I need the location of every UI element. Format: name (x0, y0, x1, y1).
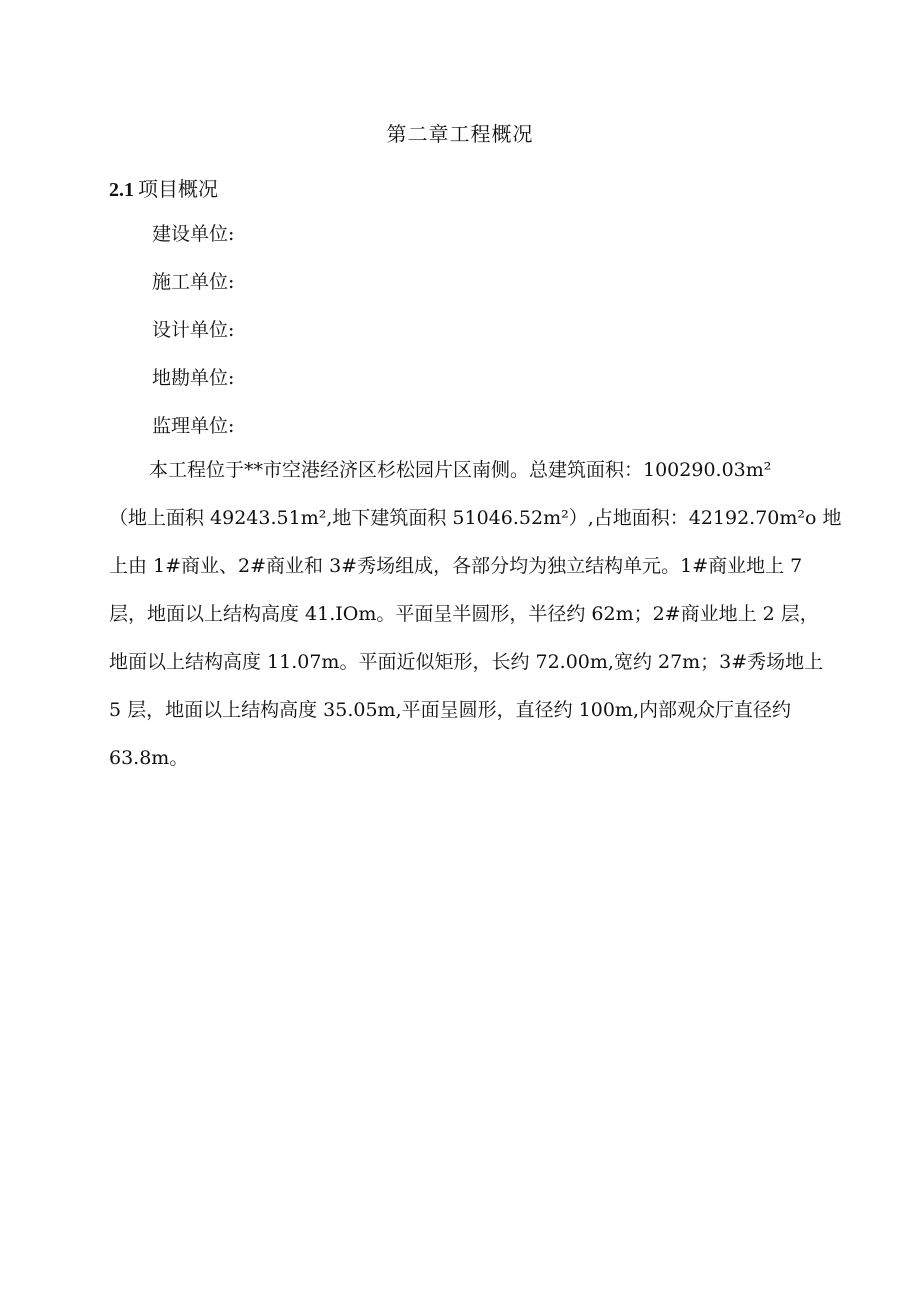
unit-field-list (152, 220, 234, 460)
field-survey-unit: 地勘单位: (152, 367, 235, 389)
project-description-paragraph (109, 453, 842, 789)
paragraph-line: 层，地面以上结构高度 41.IOm。平面呈半圆形，半径约 62m；2#商业地上 2 层， (109, 603, 819, 625)
field-design-unit: 设计单位: (152, 319, 235, 341)
section-title: 项目概况 (138, 177, 218, 201)
section-number: 2.1 (109, 179, 134, 201)
chapter-title: 第二章工程概况 (386, 122, 534, 146)
paragraph-line: 5 层，地面以上结构高度 35.05m,平面呈圆形，直径约 100m,内部观众厅直径约 (109, 699, 791, 721)
section-heading (109, 173, 218, 202)
paragraph-line: 63.8m。 (109, 747, 189, 769)
field-construction-unit: 建设单位: (152, 223, 235, 245)
field-contractor-unit: 施工单位: (152, 271, 235, 293)
paragraph-line: 地面以上结构高度 11.07m。平面近似矩形，长约 72.00m,宽约 27m；3#秀场地上 (109, 651, 824, 673)
paragraph-line: 本工程位于**市空港经济区杉松园片区南侧。总建筑面积：100290.03m² (149, 459, 772, 481)
paragraph-line: 上由 1#商业、2#商业和 3#秀场组成，各部分均为独立结构单元。1#商业地上 7 (109, 555, 803, 577)
field-supervision-unit: 监理单位: (152, 415, 235, 437)
paragraph-line: （地上面积 49243.51m²,地下建筑面积 51046.52m²）,占地面积：42192.70m²o 地 (109, 507, 842, 529)
